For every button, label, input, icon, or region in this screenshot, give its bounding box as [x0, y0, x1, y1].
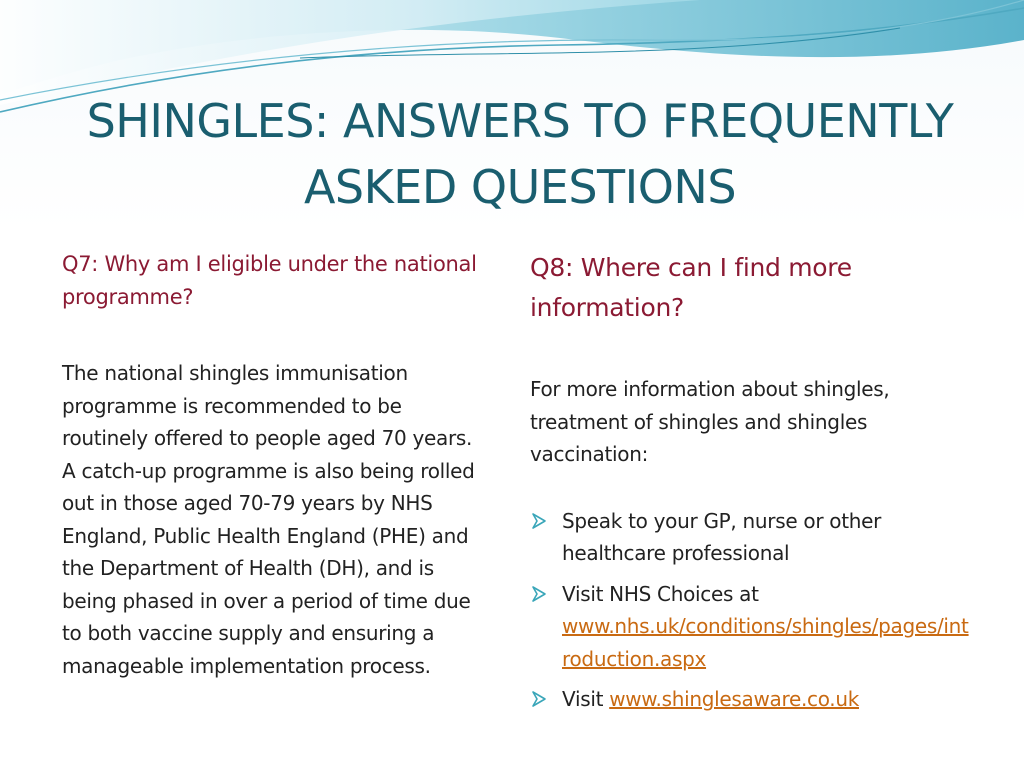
left-column	[62, 248, 484, 682]
list-item	[530, 578, 970, 676]
nhs-choices-link[interactable]: www.nhs.uk/conditions/shingles/pages/introduction.aspx	[562, 614, 969, 671]
list-item	[530, 683, 970, 716]
right-column	[530, 248, 970, 724]
slide-title: SHINGLES: ANSWERS TO FREQUENTLY ASKED QUESTIONS	[86, 94, 954, 214]
bullet-text: Speak to your GP, nurse or other healthcare professional	[562, 508, 882, 565]
question-q7: Q7: Why am I eligible under the national programme?	[62, 252, 477, 309]
info-bullet-list	[530, 505, 970, 716]
bullet-text: Visit NHS Choices at	[562, 581, 759, 606]
arrow-bullet-icon	[530, 585, 548, 603]
arrow-bullet-icon	[530, 512, 548, 530]
question-q8: Q8: Where can I find more information?	[530, 253, 852, 322]
answer-q8-intro: For more information about shingles, treatment of shingles and shingles vaccination:	[530, 377, 890, 466]
bullet-text: Visit	[562, 687, 604, 711]
shingles-aware-link[interactable]: www.shinglesaware.co.uk	[609, 687, 859, 711]
answer-q7: The national shingles immunisation programme is recommended to be routinely offered to people aged 70 years. A catch-up programme is also being rolled out in those aged 70-79 years by NHS England, Public Health England (PHE) and the Department of Health (DH), and is being phased in over a period of time due to both vaccine supply and ensuring a manageable implementation process.	[62, 361, 475, 678]
list-item	[530, 505, 970, 570]
arrow-bullet-icon	[530, 690, 548, 708]
